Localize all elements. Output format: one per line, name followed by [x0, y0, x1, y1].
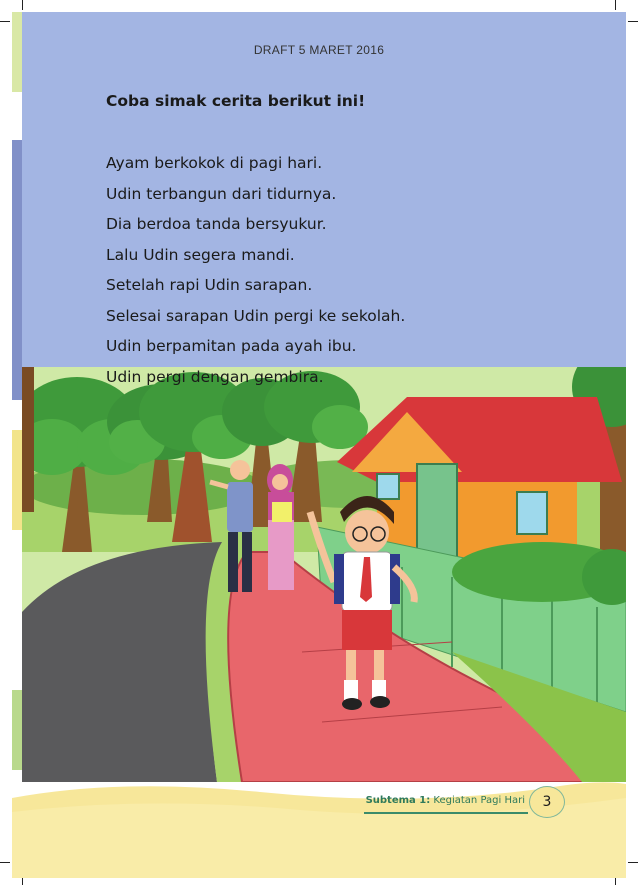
subtema-label: Subtema 1:: [365, 795, 431, 806]
story-line: Ayam berkokok di pagi hari.: [106, 154, 323, 172]
subtema-caption: [366, 795, 525, 806]
crop-mark: [628, 21, 638, 22]
margin-strip-yellow: [12, 430, 22, 530]
margin-strip-green2: [12, 690, 22, 770]
instruction-heading: Coba simak cerita berikut ini!: [106, 92, 366, 110]
story-line: Dia berdoa tanda bersyukur.: [106, 215, 327, 233]
story-line: Selesai sarapan Udin pergi ke sekolah.: [106, 306, 406, 325]
crop-mark: [22, 0, 23, 10]
story-line: Setelah rapi Udin sarapan.: [106, 276, 313, 294]
subtema-underline: [364, 812, 528, 814]
margin-strip-blue: [12, 140, 22, 400]
page-number: 3: [529, 786, 565, 818]
draft-label: DRAFT 5 MARET 2016: [253, 43, 385, 57]
crop-mark: [0, 21, 10, 22]
crop-mark: [615, 0, 616, 10]
story-illustration: [22, 352, 626, 782]
story-line: Udin pergi dengan gembira.: [106, 367, 324, 386]
mother-icon: [267, 464, 294, 590]
story-line: Udin terbangun dari tidurnya.: [106, 184, 337, 203]
story-line: Lalu Udin segera mandi.: [106, 245, 295, 264]
story-line: Udin berpamitan pada ayah ibu.: [106, 337, 357, 355]
subtema-title: Kegiatan Pagi Hari: [433, 795, 525, 806]
story-text: [106, 148, 405, 392]
